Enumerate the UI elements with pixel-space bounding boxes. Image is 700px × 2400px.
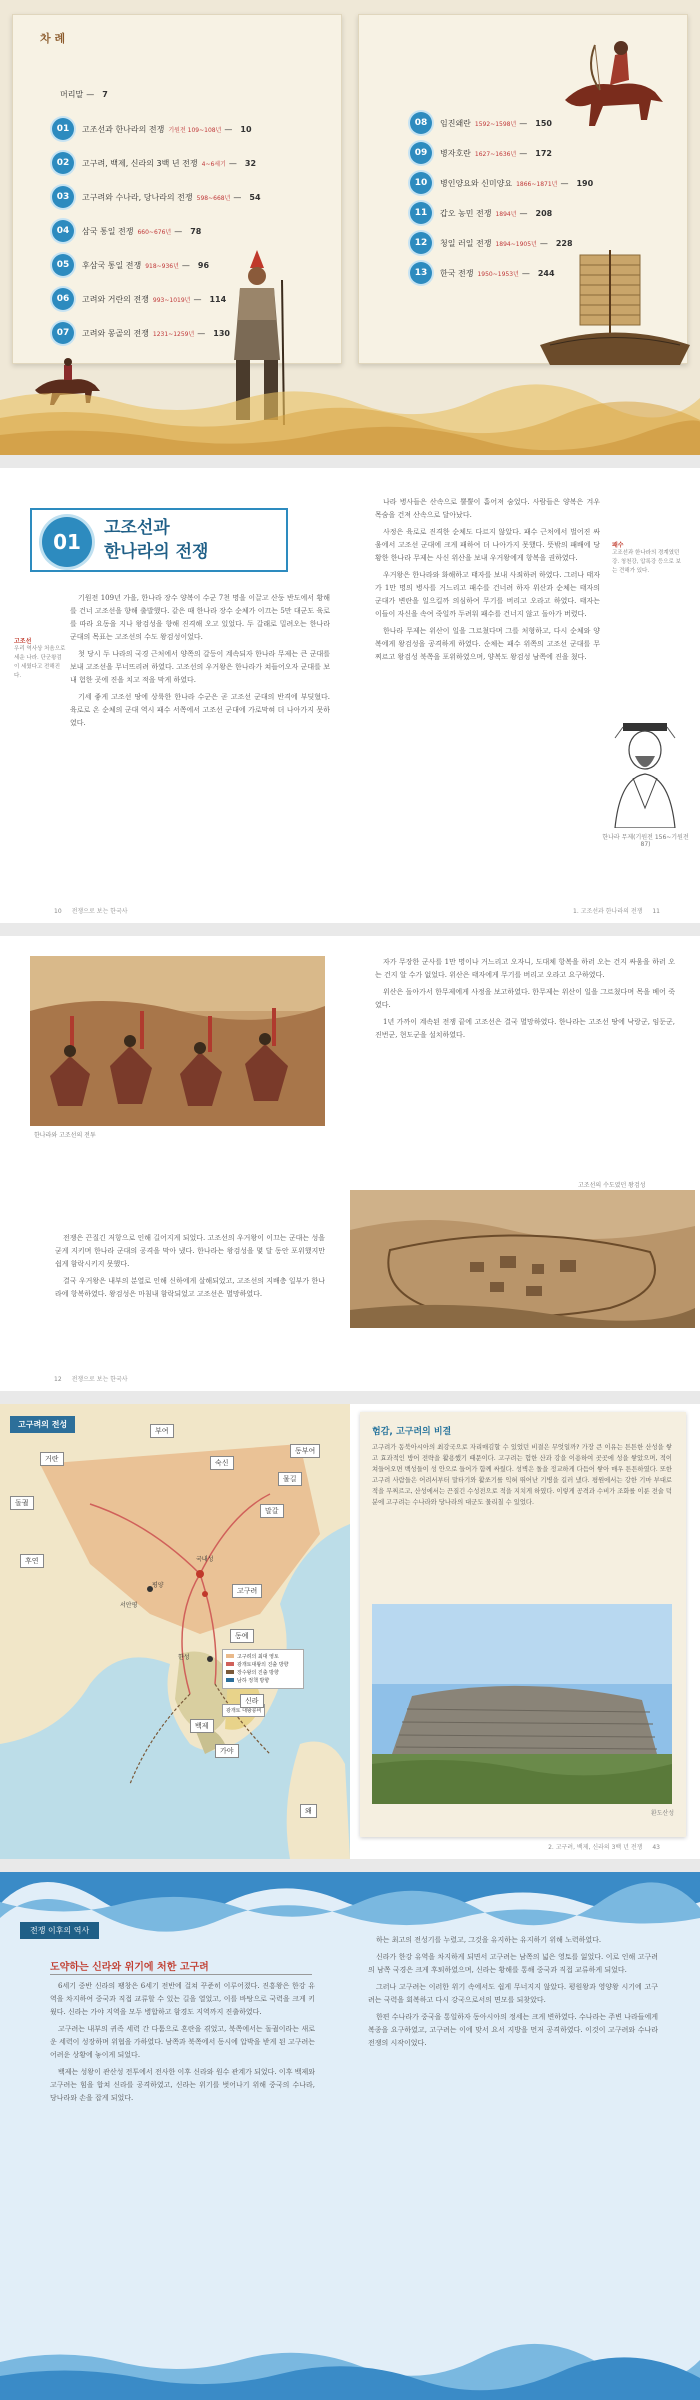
toc-dates: 1231~1259년 xyxy=(152,330,195,338)
spread3-left-text xyxy=(55,1232,325,1305)
toc-page: 54 xyxy=(249,192,261,202)
toc-row[interactable] xyxy=(410,232,573,254)
toc-dates: 1894년 xyxy=(495,210,517,218)
legend-row xyxy=(226,1677,300,1685)
chapter-title-line1: 고조선과 xyxy=(104,518,170,538)
toc-preface[interactable]: 머리말 — 7 xyxy=(60,89,108,99)
toc-page: 10 xyxy=(240,124,252,134)
toc-dash: — xyxy=(181,260,190,270)
footer-left-title: 전쟁으로 보는 한국사 xyxy=(71,1376,128,1383)
legend-swatch xyxy=(226,1662,234,1666)
toc-page: 114 xyxy=(209,294,227,304)
toc-dash: — xyxy=(197,328,206,338)
spread5-right-text xyxy=(368,1934,658,2054)
map-legend xyxy=(222,1649,304,1689)
paragraph: 6세기 중반 신라의 팽창은 6세기 전반에 걸쳐 꾸준히 이루어졌다. 진흥왕은 한강 유역을 차지하여 중국과 직접 교류할 수 있는 길을 열었고, 이를 바탕으로 국력을 크게 키웠다. 신라는 가야 지역을 모두 병합하고 함경도 지역까지 진출하였다. xyxy=(50,1982,315,2016)
paragraph: 신라가 한강 유역을 차지하게 되면서 고구려는 남쪽의 넓은 영토를 잃었다. 이로 인해 고구려의 남쪽 국경은 크게 후퇴하였으며, 신라는 황해를 통해 중국과 직접 교류하게 되었다. xyxy=(368,1953,658,1974)
paragraph: 사정은 육로로 진격한 순체도 다르지 않았다. 패수 근처에서 벌어진 싸움에서 고조선 군대에 크게 패하여 더 나아가지 못했다. 뜻밖의 패배에 당황한 한나라 무제는 사신 위산을 보내 우거왕에게 항복을 권하였다. xyxy=(375,528,600,562)
map-region-label: 거란 xyxy=(40,1452,64,1466)
toc-number-badge: 02 xyxy=(52,152,74,174)
toc-dash: — xyxy=(560,178,569,188)
map-region-label: 말갈 xyxy=(260,1504,284,1518)
legend-label: 남하 정책 방향 xyxy=(237,1678,270,1684)
right-sidenote-title: 패수 xyxy=(612,542,624,549)
toc-dates: 993~1019년 xyxy=(152,296,191,304)
toc-number-badge: 06 xyxy=(52,288,74,310)
toc-dash: — xyxy=(539,238,548,248)
toc-number-badge: 04 xyxy=(52,220,74,242)
toc-dates: 4~6세기 xyxy=(201,160,226,168)
legend-row xyxy=(226,1669,300,1677)
toc-dash: — xyxy=(519,208,528,218)
legend-swatch xyxy=(226,1670,234,1674)
toc-page: 130 xyxy=(213,328,230,338)
right-sidenote xyxy=(612,540,682,576)
footer-right-title: 1. 고조선과 한나라의 전쟁 xyxy=(573,908,643,915)
toc-page: 172 xyxy=(535,148,552,158)
toc-title: 한국 전쟁 xyxy=(440,268,474,278)
paragraph: 한나라 무제는 위산이 일을 그르쳤다며 그를 처형하고, 다시 순체와 양복에게 왕검성을 공격하게 하였다. 순체는 패수 위쪽의 고조선 군대를 무찌르고 왕검성 북쪽을 포위하였으며, 양복도 왕검성 남쪽에 진을 쳤다. xyxy=(375,627,600,661)
map-region-label: 백제 xyxy=(190,1719,214,1733)
footer-right xyxy=(548,1842,660,1851)
right-sidenote-text: 고조선과 한나라의 경계였던 강. 청천강, 압록강 등으로 보는 견해가 있다. xyxy=(612,550,681,574)
toc-title: 고구려, 백제, 신라의 3백 년 전쟁 xyxy=(82,158,198,168)
photo-caption: 환도산성 xyxy=(650,1810,674,1817)
toc-page: 244 xyxy=(537,268,555,278)
map-city-label: 서안평 xyxy=(120,1602,138,1609)
toc-row[interactable] xyxy=(410,142,552,164)
paragraph: 위산은 돌아가서 한무제에게 사정을 보고하였다. 한무제는 위산이 일을 그르쳤다며 목을 베어 죽였다. xyxy=(375,988,675,1009)
footer-right-title: 2. 고구려, 백제, 신라의 3백 년 전쟁 xyxy=(548,1844,643,1851)
map-region-label: 숙신 xyxy=(210,1456,234,1470)
toc-number-badge: 05 xyxy=(52,254,74,276)
wave-footer-band xyxy=(0,2342,700,2400)
toc-title: 고려와 거란의 전쟁 xyxy=(82,294,149,304)
toc-title: 고조선과 한나라의 전쟁 xyxy=(82,124,165,134)
spread-4 xyxy=(0,1404,700,1859)
toc-preface-title: 머리말 xyxy=(60,89,84,99)
toc-dates: 1894~1905년 xyxy=(495,240,537,248)
paragraph: 우거왕은 한나라와 화해하고 태자를 보내 사죄하려 하였다. 그러나 태자가 1만 명의 병사를 거느리고 패수를 건너려 하자 위산과 순체는 태자의 군대가 변란을 일으킬까 의심하여 무기를 버리고 오라고 하였다. 태자는 이들이 자신을 속여 죽일까 두려워 패수를 건너지 않고 돌아가 버렸다. xyxy=(375,571,600,618)
toc-page: 96 xyxy=(197,260,210,270)
chapter1-right-text xyxy=(375,496,600,668)
toc-dates: 918~936년 xyxy=(145,262,179,270)
toc-number-badge: 13 xyxy=(410,262,432,284)
toc-title: 고려와 몽골의 전쟁 xyxy=(82,328,149,338)
toc-row[interactable] xyxy=(52,118,252,140)
toc-dates: 1866~1871년 xyxy=(516,180,558,188)
toc-title: 삼국 통일 전쟁 xyxy=(82,226,134,236)
toc-dates: 598~668년 xyxy=(196,194,231,202)
fortress-wall-photo xyxy=(372,1604,672,1804)
toc-title: 병자호란 xyxy=(440,148,471,158)
map-region-label: 돌궐 xyxy=(10,1496,34,1510)
map-region-label: 왜 xyxy=(300,1804,317,1818)
map-region-label: 동부여 xyxy=(290,1444,320,1458)
map-region-label: 고구려 xyxy=(232,1584,262,1598)
map-city-label: 평양 xyxy=(152,1582,164,1589)
portrait-caption: 한나라 무제(기원전 156~기원전 87) xyxy=(602,834,689,848)
wave-header-band xyxy=(0,1872,700,1932)
toc-row[interactable] xyxy=(410,172,593,194)
info-box-title: 험감, 고구려의 비결 xyxy=(372,1427,452,1437)
toc-dash: — xyxy=(224,124,233,134)
section-heading: 도약하는 신라와 위기에 처한 고구려 xyxy=(50,1962,209,1973)
toc-dash: — xyxy=(174,226,183,236)
toc-row[interactable] xyxy=(52,322,230,344)
legend-label: 광개토대왕의 진출 방향 xyxy=(237,1662,289,1668)
chapter1-left-text xyxy=(70,592,330,734)
toc-row[interactable] xyxy=(52,288,226,310)
chapter1-spread xyxy=(0,468,700,923)
legend-swatch xyxy=(226,1654,234,1658)
left-sidenote xyxy=(14,636,66,681)
toc-page: 32 xyxy=(244,158,257,168)
toc-heading: 차 례 xyxy=(40,32,66,45)
toc-title: 청일 러일 전쟁 xyxy=(440,238,492,248)
toc-page: 208 xyxy=(535,208,553,218)
paragraph: 기원전 109년 가을, 한나라 장수 양복이 수군 7천 명을 이끌고 산둥 반도에서 황해를 건너 고조선을 향해 출발했다. 같은 때 한나라 장수 순체가 이끄는 5만 대군도 육로를 따라 요동을 지나 왕검성을 향해 진격해 오고 있었다. 두 갈래로 밀려오는 한나라 군대의 목표는 고조선의 수도 왕검성이었다. xyxy=(70,594,330,641)
left-sidenote-text: 우리 역사상 처음으로 세운 나라. 단군왕검이 세웠다고 전해진다. xyxy=(14,646,66,679)
toc-dates: 1950~1953년 xyxy=(477,270,519,278)
legend-label: 고구려의 최대 영토 xyxy=(237,1654,279,1660)
legend-label: 장수왕의 진출 방향 xyxy=(237,1670,279,1676)
legend-row xyxy=(226,1653,300,1661)
legend-row xyxy=(226,1661,300,1669)
toc-dash: — xyxy=(228,158,237,168)
paragraph: 백제는 성왕이 관산성 전투에서 전사한 이후 신라와 원수 관계가 되었다. 이후 백제와 고구려는 힘을 합쳐 신라를 공격하였고, 신라는 위기를 벗어나기 위해 중국의 수나라, 당나라와 손을 잡게 되었다. xyxy=(50,2068,315,2102)
left-sidenote-title: 고조선 xyxy=(14,638,32,645)
toc-row[interactable] xyxy=(52,220,201,242)
toc-number-badge: 03 xyxy=(52,186,74,208)
map-region-label: 가야 xyxy=(215,1744,239,1758)
toc-page: 190 xyxy=(576,178,594,188)
heading-rule xyxy=(50,1974,312,1975)
map-region-label: 신라 xyxy=(240,1694,264,1708)
toc-number-badge: 10 xyxy=(410,172,432,194)
toc-title: 고구려와 수나라, 당나라의 전쟁 xyxy=(82,192,193,202)
map-region-label: 부여 xyxy=(150,1424,174,1438)
spread5-left-text xyxy=(50,1980,315,2109)
map-city-label: 한성 xyxy=(178,1654,190,1661)
toc-number-badge: 12 xyxy=(410,232,432,254)
toc-page: 78 xyxy=(190,226,202,236)
toc-dates: 1627~1636년 xyxy=(474,150,517,158)
footer-right-page: 43 xyxy=(652,1844,660,1851)
toc-dates: 1592~1598년 xyxy=(474,120,517,128)
map-region-label: 물길 xyxy=(278,1472,302,1486)
paragraph: 나라 병사들은 산속으로 뿔뿔이 흩어져 숨었다. 사람들은 양복은 겨우 목숨을 건져 산속으로 달아났다. xyxy=(375,498,600,519)
paragraph: 1년 가까이 계속된 전쟁 끝에 고조선은 결국 멸망하였다. 한나라는 고조선 땅에 낙랑군, 임둔군, 진번군, 현도군을 설치하였다. xyxy=(375,1018,675,1039)
toc-row[interactable] xyxy=(410,202,552,224)
info-box-text: 고구려가 동북아시아의 최강국으로 자리매김할 수 있었던 비결은 무엇일까? 가장 큰 이유는 튼튼한 산성을 쌓고 효과적인 방어 전략을 활용했기 때문이다. 고구려는 험한 산과 강을 이용하여 곳곳에 성을 쌓았으며, 적이 쳐들어오면 백성들이 성 안으로 들어가 함께 싸웠다. 성벽은 돌을 정교하게 다듬어 쌓아 매우 튼튼하였다. 또한 고구려 사람들은 어려서부터 말타기와 활쏘기를 익혀 뛰어난 기병을 길러 냈다. 평원에서는 강한 기마 부대로 적을 무찌르고, 산성에서는 끈질긴 수성전으로 적을 지치게 하였다. 이렇게 공격과 수비가 조화를 이룬 전술 덕분에 고구려는 수나라와 당나라의 대군도 물리칠 수 있었다. xyxy=(372,1444,672,1506)
toc-dates: 660~676년 xyxy=(137,228,172,236)
map-city-label: 국내성 xyxy=(196,1556,214,1563)
toc-number-badge: 09 xyxy=(410,142,432,164)
legend-swatch xyxy=(226,1678,234,1682)
section-label: 전쟁 이후의 역사 xyxy=(20,1922,99,1939)
info-box xyxy=(360,1412,686,1837)
chapter-title xyxy=(104,516,208,564)
toc-title: 갑오 농민 전쟁 xyxy=(440,208,492,218)
emperor-portrait xyxy=(605,718,685,828)
battle-painting xyxy=(30,956,325,1126)
toc-number-badge: 08 xyxy=(410,112,432,134)
chapter-banner xyxy=(30,508,288,572)
toc-number-badge: 11 xyxy=(410,202,432,224)
paragraph: 첫 당시 두 나라의 국경 근처에서 양쪽의 갈등이 계속되자 한나라 무제는 큰 군대를 보내 고조선을 무너뜨리려 하였다. 고조선의 우거왕은 한나라가 쳐들어오자 군대를 보내 험한 곳에 진을 치고 적을 막게 하였다. xyxy=(70,650,330,684)
map-title: 고구려의 전성 xyxy=(10,1416,75,1433)
mounted-archer-illustration xyxy=(555,30,675,140)
toc-row[interactable] xyxy=(52,152,256,174)
toc-number-badge: 07 xyxy=(52,322,74,344)
toc-dash: — xyxy=(193,294,202,304)
toc-dash: — xyxy=(519,118,528,128)
fortress-caption: 고조선의 수도였던 왕검성 xyxy=(578,1182,646,1189)
toc-preface-page: 7 xyxy=(102,89,108,99)
fortress-painting xyxy=(350,1190,695,1328)
toc-dash: — xyxy=(519,148,528,158)
turtle-ship-illustration xyxy=(537,245,690,385)
footer-left xyxy=(54,906,128,915)
footer-left-title: 전쟁으로 보는 한국사 xyxy=(71,908,128,915)
toc-row[interactable] xyxy=(52,254,209,276)
toc-dates: 기원전 109~108년 xyxy=(168,126,222,134)
spread-5 xyxy=(0,1872,700,2400)
footer-right-page: 11 xyxy=(652,908,660,915)
battle-caption: 한나라와 고조선의 전투 xyxy=(34,1132,96,1139)
spread-3 xyxy=(0,936,700,1391)
paragraph: 고구려는 내부의 귀족 세력 간 다툼으로 혼란을 겪었고, 북쪽에서는 돌궐이라는 새로운 세력이 성장하며 위협을 가하였다. 남쪽과 북쪽에서 동시에 압박을 받게 된 고구려는 어려운 상황에 놓이게 되었다. xyxy=(50,2025,315,2059)
toc-title: 병인양요와 신미양요 xyxy=(440,178,513,188)
map-region-label: 동예 xyxy=(230,1629,254,1643)
footer-right xyxy=(573,906,660,915)
chapter-number: 01 xyxy=(53,530,81,554)
spread3-right-text xyxy=(375,956,675,1046)
chapter-title-line2: 한나라의 전쟁 xyxy=(104,542,209,562)
paragraph: 전쟁은 끈질긴 저항으로 인해 길어지게 되었다. 고조선의 우거왕이 이끄는 군대는 성을 굳게 지키며 한나라 군대의 공격을 막아 냈다. 한나라는 왕검성을 몇 달 동안 포위했지만 쉽게 함락시키지 못했다. xyxy=(55,1234,325,1268)
toc-page: 228 xyxy=(555,238,573,248)
stele-label: 광개토 대왕릉비 xyxy=(222,1704,265,1717)
chapter-number-disc xyxy=(42,517,92,567)
toc-row[interactable] xyxy=(410,112,552,134)
footer-left xyxy=(54,1374,128,1383)
footer-left-page: 10 xyxy=(54,908,62,915)
toc-page: 150 xyxy=(535,118,552,128)
paragraph: 기세 좋게 고조선 땅에 상륙한 한나라 수군은 곧 고조선 군대의 반격에 부딪혔다. 육로로 온 순체의 군대 역시 패수 서쪽에서 고조선 군대에 가로막혀 더 나아가지 못하였다. xyxy=(70,693,330,727)
paragraph: 하는 최고의 전성기를 누렸고, 그것을 유지하는 유지하기 위해 노력하였다. xyxy=(376,1936,602,1944)
toc-number-badge: 01 xyxy=(52,118,74,140)
toc-spread xyxy=(0,0,700,455)
toc-title: 임진왜란 xyxy=(440,118,471,128)
toc-row[interactable] xyxy=(52,186,261,208)
toc-row[interactable] xyxy=(410,262,555,284)
paragraph: 한편 수나라가 중국을 통일하자 동아시아의 정세는 크게 변하였다. 수나라는 주변 나라들에게 복종을 요구하였고, 고구려는 이에 맞서 요서 지방을 먼저 공격하였다. 이것이 고구려와 수나라 전쟁의 시작이었다. xyxy=(368,2013,658,2047)
paragraph: 자가 무장한 군사를 1만 명이나 거느리고 오자니, 도대체 항복을 하러 오는 건지 싸움을 하러 오는 건지 알 수가 없었다. 위산은 태자에게 무기를 버리고 오라고 요구하였다. xyxy=(375,958,675,979)
footer-left-page: 12 xyxy=(54,1376,62,1383)
decorative-wave-band xyxy=(0,380,700,455)
paragraph: 결국 우거왕은 내부의 분열로 인해 신하에게 살해되었고, 고조선의 지배층 일부가 한나라에 항복하였다. 왕검성은 마침내 함락되었고 고조선은 멸망하였다. xyxy=(55,1277,325,1298)
toc-dash: — xyxy=(521,268,530,278)
toc-title: 후삼국 통일 전쟁 xyxy=(82,260,142,270)
paragraph: 그러나 고구려는 이러한 위기 속에서도 쉽게 무너지지 않았다. 평원왕과 영양왕 시기에 고구려는 국력을 회복하고 다시 강국으로서의 면모를 되찾았다. xyxy=(368,1983,658,2004)
toc-dash: — xyxy=(233,192,242,202)
map-region-label: 후연 xyxy=(20,1554,44,1568)
